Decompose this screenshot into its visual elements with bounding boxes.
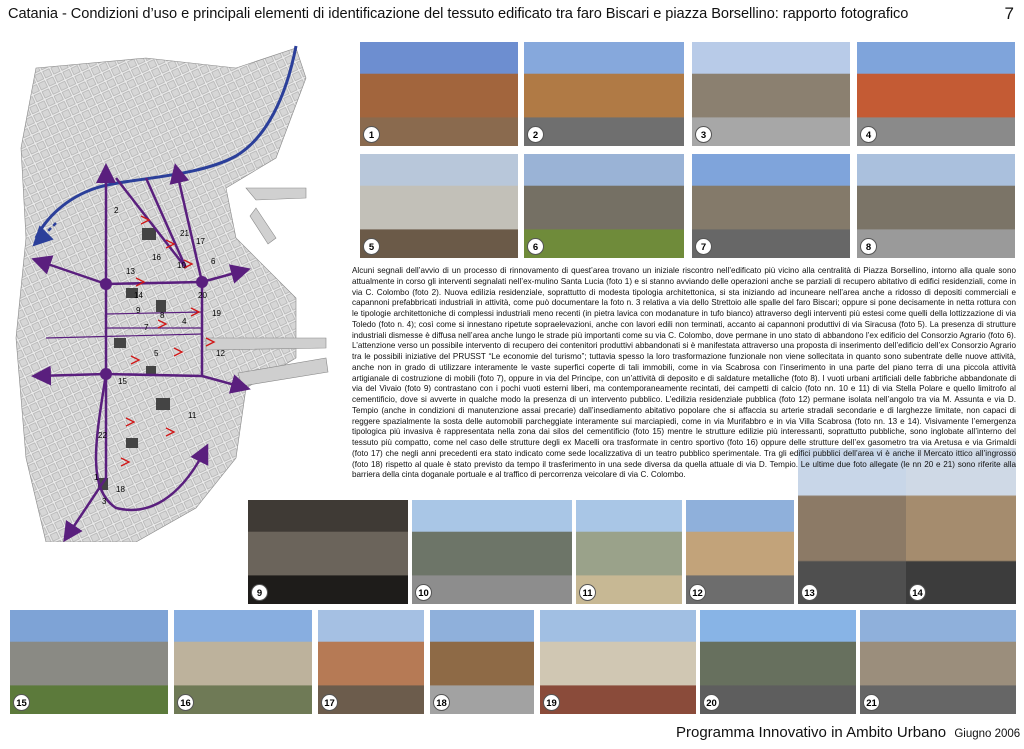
site-map [6, 38, 346, 542]
photo-21 [860, 610, 1016, 714]
map-label: 12 [216, 349, 225, 358]
photo-number-badge: 12 [689, 584, 706, 601]
photo-10 [412, 500, 572, 604]
map-label: 18 [116, 485, 125, 494]
photo-number-badge: 1 [363, 126, 380, 143]
photo-number-badge: 17 [321, 694, 338, 711]
photo-11 [576, 500, 682, 604]
map-label: 8 [160, 311, 165, 320]
photo-20 [700, 610, 856, 714]
map-label: 7 [144, 323, 149, 332]
footer [676, 724, 1020, 741]
map-label: 17 [196, 237, 205, 246]
map-label: 16 [152, 253, 161, 262]
photo-image [174, 610, 312, 714]
photo-number-badge: 3 [695, 126, 712, 143]
photo-image [857, 154, 1015, 258]
map-label: 10 [177, 261, 186, 270]
photo-8 [857, 154, 1015, 258]
map-label: 1 [94, 473, 99, 482]
footer-date: Giugno 2006 [954, 728, 1021, 740]
map-label: 9 [136, 306, 141, 315]
photo-1 [360, 42, 518, 146]
photo-number-badge: 7 [695, 238, 712, 255]
photo-number-badge: 13 [801, 584, 818, 601]
photo-image [524, 42, 684, 146]
photo-image [412, 500, 572, 604]
photo-number-badge: 2 [527, 126, 544, 143]
photo-3 [692, 42, 850, 146]
photo-image [248, 500, 408, 604]
photo-number-badge: 15 [13, 694, 30, 711]
photo-image [857, 42, 1015, 146]
photo-image [860, 610, 1016, 714]
photo-number-badge: 9 [251, 584, 268, 601]
photo-number-badge: 11 [579, 584, 596, 601]
photo-number-badge: 16 [177, 694, 194, 711]
map-label: 22 [98, 431, 107, 440]
map-label: 19 [212, 309, 221, 318]
photo-image [700, 610, 856, 714]
map-label: 21 [180, 229, 189, 238]
photo-number-badge: 19 [543, 694, 560, 711]
map-label: 6 [211, 257, 216, 266]
photo-number-badge: 8 [860, 238, 877, 255]
photo-12 [686, 500, 794, 604]
photo-number-badge: 21 [863, 694, 880, 711]
photo-17 [318, 610, 424, 714]
photo-18 [430, 610, 534, 714]
photo-number-badge: 5 [363, 238, 380, 255]
photo-7 [692, 154, 850, 258]
map-label: 4 [182, 317, 187, 326]
map-label: 13 [126, 267, 135, 276]
photo-number-badge: 14 [909, 584, 926, 601]
description-text: Alcuni segnali dell’avvio di un processo di rinnovamento di quest’area trovano un iniziale riscontro nell’edificato più vicino alla centralità di Piazza Borsellino, intorno alla quale sono attualmente in corso gli interventi segnalati nell’ex-mulino Santa Lucia (foto 1) e si stanno avviando delle operazioni anche se parziali di recupero abitativo di edifici residenziali, come in via C. Colombo (foto 2). Nuova edilizia residenziale, soprattutto di modesta tipologia architettonica, si sta iniziando ad incunearе nell’area anche a ridosso di depositi commerciali e capannoni prefabbricati industriali in attività, come può documentare la foto n. 3 relativa a via dello Strettoio alle spalle del faro Biscari; oppure si pone decisamente in netta rottura con le tipologie architettoniche di complessi industriali meno recenti (in pietra lavica con modanature in tufo bianco) attraverso degli interventi più estesi come quelli della lottizzazione di via Toledo (foto n. 4); così come si innestano ripetute sopraelevazioni, anche con lavori edili non terminati, accanto ai capannoni produttivi di via Siracusa (foto 5). La presenza di strutture industriali dismesse è diffusa nell’area anche lungo le strade più importanti come su via C. Colombo, dove permane in uno stato di abbandono l’ex edificio del Consorzio Agrario (foto 6). L’attenzione verso un possibile intervento di recupero dei contenitori produttivi abbandonati si è manifestata attraverso una proposta di inserimento dell’edificio dell’ex Consorzio Agrario tra le possibili iniziative del PRUSST “Le economie del turismo”; tuttavia spesso la loro trasformazione funzionale non viene sollecitata in quanto sono subentrate delle nuove attività, anche non in grado di utilizzare interamente le vaste superfici coperte di tali immobili, come in via Scabrosa con l’inserimento in una parte del piano terra di una piccola attività artigianale di costruzione di mobili (foto 7), oppure in via del Principe, con un’attività di deposito e di saldature metalliche (foto 8). I vuoti urbani artificiali delle fabbriche abbandonate di via del Vivaio (foto 9) contrastano con i pochi vuoti esterni liberi, ma contemporaneamente recintati, dei campetti di calcio (foto nn. 10 e 11) di via Stella Polare e quello limitrofo al cementificio, dove si avverte in qualche modo la presenza di un intervento pubblico. L’edilizia residenziale pubblica (foto 12) permane isolata nell’angolo tra via M. Assunta e via D. Tempio (anche in condizioni di manutenzione assai precarie) dall’insediamento abitativo popolare che si affaccia su arterie stradali secondarie e di larghezze limitate, non capaci di reggere spazialmente la sosta delle automobili parcheggiate interamente sui marciapiedi, come in via Murifabbro e in via Villa Scabrosa (foto nn. 13 e 14). Visivamente l’emergenza tipologica più invasiva è rappresentata nella zona dai silos del cementificio (foto 15) mentre le strutture edilizie più interessanti, soprattutto pubbliche, sono inglobate all’interno del tessuto più compatto, come nel caso delle strutture degli ex Macelli ora trasformate in centro sportivo (foto 16) oppure delle strutture dell’ex gasometro tra via Aretusa e via Grimaldi (foto 17) che negli anni precedenti era stato indicato come sede localizzativa di un teatro pubblico sperimentale. Tra gli edifici pubblici dell’area vi è anche il Mercato ittico all’ingrosso (foto 18) rispetto al quale è stato previsto da tempo il trasferimento in una sede diversa da quella attuale di via D. Tempio. Le ultime due foto allegate (le nn 20 e 21) sono riferite alla barriera della cinta doganale portuale e al traffico di percorrenza veicolare di via C. Colombo. [352, 266, 1016, 480]
photo-16 [174, 610, 312, 714]
photo-number-badge: 6 [527, 238, 544, 255]
photo-image [540, 610, 696, 714]
photo-19 [540, 610, 696, 714]
photo-image [10, 610, 168, 714]
photo-number-badge: 10 [415, 584, 432, 601]
photo-image [692, 42, 850, 146]
photo-image [524, 154, 684, 258]
photo-number-badge: 18 [433, 694, 450, 711]
photo-number-badge: 20 [703, 694, 720, 711]
page-title: Catania - Condizioni d’uso e principali elementi di identificazione del tessuto edificato tra faro Biscari e piazza Borsellino: rapporto fotografico [8, 6, 909, 22]
photo-image [360, 154, 518, 258]
photo-number-badge: 4 [860, 126, 877, 143]
map-label: 14 [134, 291, 143, 300]
photo-9 [248, 500, 408, 604]
map-label: 2 [114, 206, 119, 215]
program-name: Programma Innovativo in Ambito Urbano [676, 724, 947, 741]
photo-2 [524, 42, 684, 146]
photo-image [692, 154, 850, 258]
photo-5 [360, 154, 518, 258]
map-label: 3 [102, 497, 107, 506]
map-label: 15 [118, 377, 127, 386]
photo-4 [857, 42, 1015, 146]
map-label: 20 [198, 291, 207, 300]
photo-15 [10, 610, 168, 714]
photo-6 [524, 154, 684, 258]
map-label: 11 [188, 411, 197, 420]
page-number: 7 [1004, 4, 1014, 23]
photo-image [360, 42, 518, 146]
map-label: 5 [154, 349, 159, 358]
